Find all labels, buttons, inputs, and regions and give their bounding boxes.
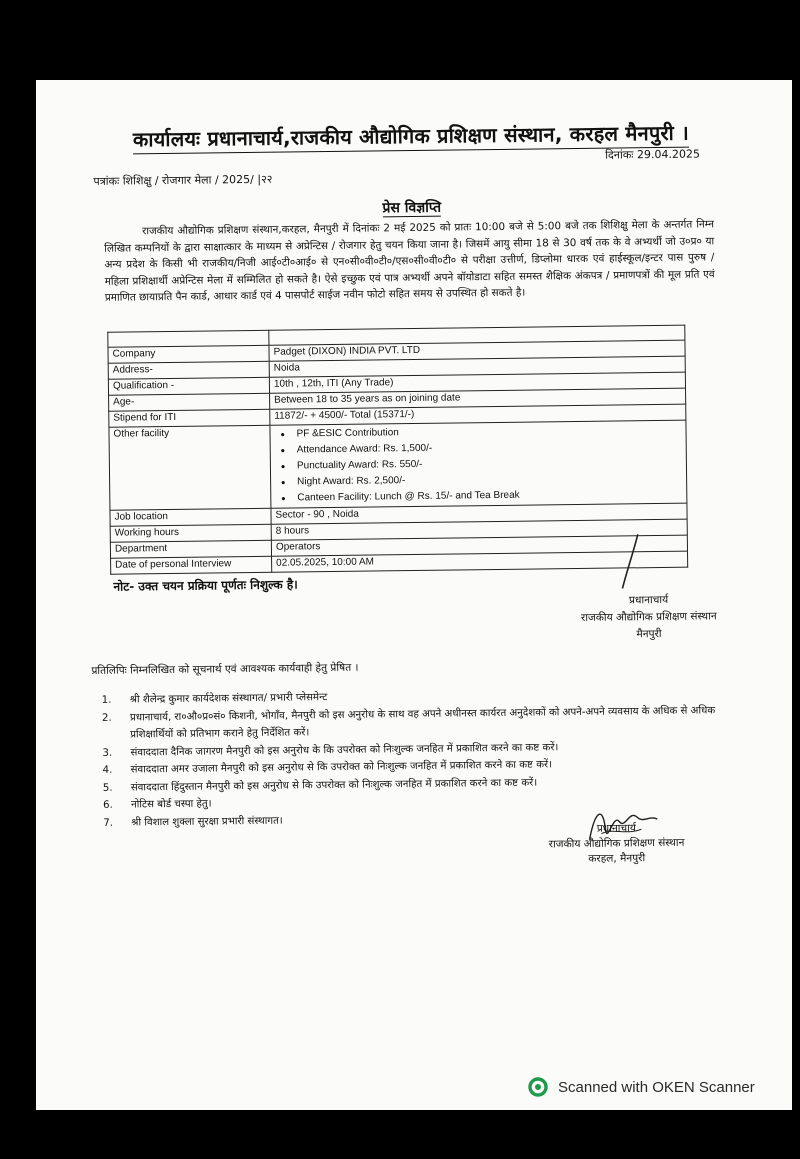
signature-block-principal xyxy=(549,591,750,644)
list-item: • PF &ESIC Contribution xyxy=(296,422,681,443)
row-label-address: Address- xyxy=(108,361,269,379)
scanned-document-page xyxy=(36,80,792,1110)
list-item: • Attendance Award: Rs. 1,500/- xyxy=(297,438,682,459)
stamp-institute: राजकीय औद्योगिक प्रशिक्षण संस्थान xyxy=(548,836,685,851)
row-value-interview-date: 02.05.2025, 10:00 AM xyxy=(272,551,688,572)
list-item-number: 6. xyxy=(102,799,113,811)
scanner-watermark xyxy=(528,1077,755,1097)
scanner-watermark-text: Scanned with OKEN Scanner xyxy=(558,1078,755,1096)
row-value-other-facility xyxy=(270,420,687,508)
office-title-text: कार्यालयः प्रधानाचार्य,राजकीय औद्योगिक प्रशिक्षण संस्थान, करहल मैनपुरी । xyxy=(133,121,689,155)
free-of-cost-note: नोट- उक्त चयन प्रक्रिया पूर्णतः निशुल्क है। xyxy=(113,577,298,594)
document-content xyxy=(32,75,800,1114)
row-value-qualification: 10th , 12th, ITI (Any Trade) xyxy=(269,372,685,393)
list-item-text: प्रधानाचार्य, रा०औ०प्र०सं० किशनी, भोगाँव, मैनपुरी को इस अनुरोध के साथ वह अपने अधीनस्त कार्यरत अनुदेशकों को अपने-अपने व्यवसाय के अधिक से अधिक प्रशिक्षार्थियों को प्रतिभाग कराने हेतु निर्देशित करें। xyxy=(129,704,716,741)
oken-scanner-logo-icon xyxy=(528,1077,548,1097)
facility-list xyxy=(274,422,682,507)
table-row xyxy=(109,420,687,510)
signatory-title: प्रधानाचार्य xyxy=(628,593,669,607)
list-item-number: 7. xyxy=(103,817,114,829)
list-item: • Punctuality Award: Rs. 550/- xyxy=(297,454,682,475)
list-item: • Canteen Facility: Lunch @ Rs. 15/- and Tea Break xyxy=(297,486,682,507)
copy-to-intro: प्रतिलिपिः निम्नलिखित को सूचनार्थ एवं आवश्यक कार्यवाही हेतु प्रेषित । xyxy=(91,661,359,677)
row-value-age: Between 18 to 35 years as on joining date xyxy=(270,388,686,409)
list-item-text: संवाददाता अमर उजाला मैनपुरी को इस अनुरोध से कि उपरोक्त को निःशुल्क जनहित में प्रकाशित करने का कष्ट करें। xyxy=(130,759,553,776)
press-release-heading-text: प्रेस विज्ञप्ति xyxy=(382,199,442,217)
reference-number: पत्रांकः शिशिक्षु / रोजगार मेला / 2025/ |२२ xyxy=(93,172,273,188)
list-item: • Night Award: Rs. 2,500/- xyxy=(297,470,682,491)
signatory-institute: राजकीय औद्योगिक प्रशिक्षण संस्थान xyxy=(580,610,717,624)
list-item-number: 2. xyxy=(101,712,112,724)
row-label-age: Age- xyxy=(109,393,270,411)
row-value-job-location: Sector - 90 , Noida xyxy=(271,503,687,524)
job-details-table xyxy=(107,325,688,575)
signature-block-stamp xyxy=(511,820,722,868)
list-item-text: नोटिस बोर्ड चस्पा हेतु। xyxy=(130,798,212,811)
letter-date: दिनांकः 29.04.2025 xyxy=(605,147,701,162)
press-release-body: राजकीय औद्योगिक प्रशिक्षण संस्थान,करहल, मैनपुरी में दिनांकः 2 मई 2025 को प्रातः 10:00 बजे से 5:00 बजे तक शिशिक्षु मेला के अन्तर्गत निम्न लिखित कम्पनियों के द्वारा साक्षात्कार के माध्यम से अप्रेन्टिस / रोजगार हेतु चयन किया जाना है। जिसमें आयु सीमा 18 से 30 वर्ष तक के वे अभ्यर्थी जो उ०प्र० या अन्य प्रदेश के किसी भी राजकीय/निजी आई०टी०आई० से एन०सी०वी०टी०/एस०सी०वी०टी० से परीक्षा उत्तीर्ण, डिप्लोमा धारक एवं हाईस्कूल/इन्टर पास पुरुष / महिला प्रशिक्षार्थी अप्रेन्टिस मेला में सम्मिलित हो सकते है। ऐसे इच्छुक एवं पात्र अभ्यर्थी अपने बॉयोडाटा सहित समस्त शैक्षिक अंकपत्र / प्रमाणपत्रों की मूल प्रति एवं प्रमाणित छायाप्रति पैन कार्ड, आधार कार्ड एवं 4 पासपोर्ट साईज नवीन फोटो सहित समय से उपस्थित हो सकते है। xyxy=(104,218,715,305)
row-label-other-facility: Other facility xyxy=(109,425,271,510)
list-item-text: संवाददाता दैनिक जागरण मैनपुरी को इस अनुरोध के कि उपरोक्त को निःशुल्क जनहित में प्रकाशित करने का कष्ट करें। xyxy=(130,741,559,758)
list-item-text: संवाददाता हिंदुस्तान मैनपुरी को इस अनुरोध से कि उपरोक्त को निःशुल्क जनहित में प्रकाशित करने का कष्ट करें। xyxy=(130,777,538,793)
list-item-text: श्री शैलेन्द्र कुमार कार्यदेशक संस्थागत/ प्रभारी प्लेसमेन्ट xyxy=(129,692,328,706)
row-label-stipend: Stipend for ITI xyxy=(109,409,270,427)
signatory-location: मैनपुरी xyxy=(636,627,662,641)
row-label-qualification: Qualification - xyxy=(108,377,269,395)
row-value-working-hours: 8 hours xyxy=(271,519,687,540)
list-item-text: श्री विशाल शुक्ला सुरक्षा प्रभारी संस्थागत। xyxy=(131,815,283,828)
signature-mark-icon xyxy=(616,532,647,592)
row-value-stipend: 11872/- + 4500/- Total (15371/-) xyxy=(270,404,686,425)
list-item-number: 3. xyxy=(102,747,113,759)
stamp-title: प्रधानाचार्य xyxy=(596,822,637,835)
row-label-interview-date: Date of personal Interview xyxy=(111,556,272,574)
row-value-company: Padget (DIXON) INDIA PVT. LTD xyxy=(269,340,685,361)
row-label-company: Company xyxy=(108,345,269,363)
list-item-number: 5. xyxy=(102,782,113,794)
list-item-number: 4. xyxy=(102,764,113,776)
row-label-department: Department xyxy=(110,540,271,558)
stamp-location: करहल, मैनपुरी xyxy=(588,852,646,865)
list-item-number: 1. xyxy=(101,694,112,706)
row-value-address: Noida xyxy=(269,356,685,377)
row-label-working-hours: Working hours xyxy=(110,524,271,542)
row-label-job-location: Job location xyxy=(110,508,271,526)
row-value-department: Operators xyxy=(271,535,687,556)
